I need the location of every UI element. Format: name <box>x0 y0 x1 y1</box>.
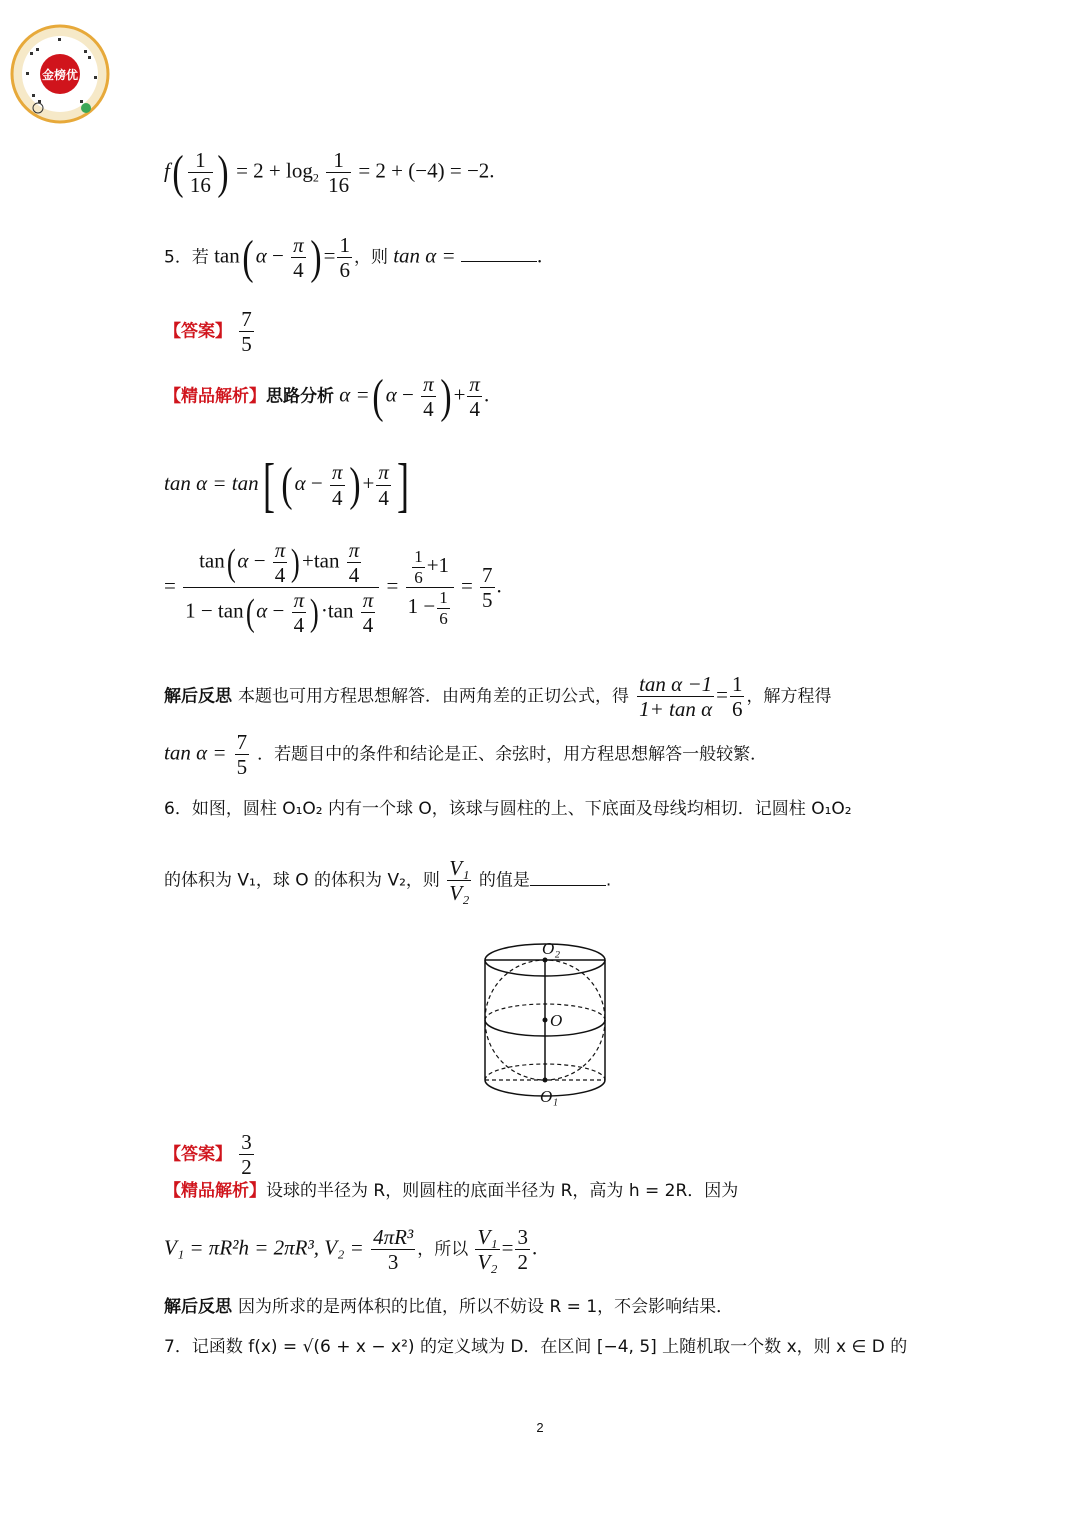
big-fraction <box>183 538 379 638</box>
frac-num: V₁ <box>449 856 470 880</box>
log-base: 2 <box>312 170 319 185</box>
big-frac-num: tan(α − $\frac{\pi}{4}$ )+tan $\frac{\pi}{4}$ <box>183 538 379 588</box>
period: . <box>531 1235 538 1260</box>
label-o: O <box>550 1011 563 1030</box>
formula-text: V₁ = πR²h = 2πR³, V₂ = <box>164 1235 364 1260</box>
frac-num: 1 <box>731 672 743 696</box>
frac-num: π <box>293 588 305 613</box>
question-5: 5．若 tan( α − $\frac{\pi}{4}$ ) = $\frac{1}{6}$ ，则 tan α = . <box>164 230 543 284</box>
frac-num: tan α −1 <box>639 672 713 696</box>
frac-den: 5 <box>241 332 252 357</box>
fraction <box>447 856 471 905</box>
label-o2: O₂ <box>542 939 561 958</box>
frac-num: π <box>378 460 389 485</box>
fraction <box>330 460 345 509</box>
fraction <box>235 730 250 779</box>
period: . <box>483 382 490 407</box>
question-6-line1 <box>164 801 852 818</box>
frac-num: 4πR³ <box>373 1225 414 1249</box>
analysis-label: 【精品解析】 <box>164 1181 266 1201</box>
alpha: α <box>385 382 397 407</box>
frac-den: 1+ tan α <box>639 697 713 722</box>
fraction <box>437 588 450 628</box>
alpha: α <box>294 470 306 495</box>
fraction <box>347 538 362 587</box>
frac-den: 3 <box>387 1250 399 1275</box>
brand-logo <box>8 22 118 132</box>
numeric-frac-den <box>406 588 454 628</box>
step1-lhs: tan α = tan <box>164 470 259 495</box>
frac-den: 6 <box>731 697 743 722</box>
plus: + <box>453 382 466 407</box>
page-number: 2 <box>536 1420 544 1435</box>
logo-text: 金榜优 <box>41 68 79 82</box>
analysis-title: 思路分析 <box>266 386 334 407</box>
expr-lhs: α = <box>339 382 370 407</box>
q6-answer <box>164 1130 256 1179</box>
one-minus: 1 − <box>407 594 436 619</box>
frac-den: 5 <box>482 588 493 613</box>
frac-den: V₂ <box>449 881 470 906</box>
q5-analysis: 【精品解析】思路分析 α =( α − $\frac{\pi}{4}$ ) + $\frac{\pi}{4}$ . <box>164 369 490 423</box>
frac-den: 6 <box>439 608 448 628</box>
plus: + <box>362 470 375 495</box>
answer-blank <box>530 884 606 886</box>
minus: − <box>310 470 323 495</box>
dot: · <box>320 598 328 623</box>
prev-solution-line: f( $\frac{1}{16}$ ) = $2 + \log_2$ $\frac{1}{16}$ = 2 + (−4) = −2. <box>164 145 495 199</box>
frac-num: 3 <box>517 1225 528 1249</box>
question-7 <box>164 1339 907 1356</box>
minus: − <box>272 598 285 623</box>
numeric-frac-num <box>406 547 454 588</box>
reflection-text: 因为所求的是两体积的比值，所以不妨设 R = 1，不会影响结果． <box>238 1297 734 1317</box>
frac-den: 4 <box>378 485 389 510</box>
tan-text: tan <box>327 598 354 623</box>
fraction <box>188 148 213 197</box>
period: . <box>496 573 502 598</box>
alpha: α <box>256 598 268 623</box>
fraction <box>361 588 376 637</box>
fraction <box>421 372 436 421</box>
frac-num: 7 <box>482 563 493 588</box>
cylinder-sphere-figure <box>470 930 620 1110</box>
q5-answer <box>164 307 256 356</box>
question-text: 6．如图，圆柱 O₁O₂ 内有一个球 O，该球与圆柱的上、下底面及母线均相切．记圆柱 O₁O₂ <box>164 799 852 819</box>
tail-text: = 2 + (−4) = −2. <box>358 158 495 183</box>
frac-den: 4 <box>469 397 480 422</box>
q5-reflection-line2 <box>164 730 767 779</box>
q6-analysis <box>164 1183 738 1200</box>
analysis-label: 【精品解析】 <box>164 386 266 407</box>
fraction <box>326 148 351 197</box>
frac-num: 7 <box>236 730 248 754</box>
result-fraction <box>480 563 495 612</box>
frac-num: 1 <box>439 588 448 608</box>
reflection-text: 本题也可用方程思想解答．由两角差的正切公式，得 <box>238 686 630 707</box>
frac-num: 7 <box>241 307 252 331</box>
period: . <box>536 243 543 268</box>
equals: = <box>460 573 473 598</box>
frac-den: 4 <box>348 563 360 588</box>
frac-num: π <box>469 372 480 396</box>
then-text: ，则 <box>353 247 388 268</box>
frac-num: 3 <box>241 1130 252 1154</box>
fraction <box>467 372 482 421</box>
frac-den: 4 <box>293 258 304 283</box>
frac-den: 16 <box>328 173 350 198</box>
fraction <box>371 1225 415 1274</box>
frac-num: 1 <box>339 233 350 257</box>
reflection-label: 解后反思 <box>164 686 232 707</box>
frac-num: π <box>293 233 304 257</box>
so-text: ，所以 <box>417 1239 469 1260</box>
frac-den: 4 <box>331 485 343 510</box>
fraction <box>637 672 714 721</box>
q5-step-1: tan α = tan[ ( α − $\frac{\pi}{4}$ ) + $\frac{\pi}{4}$ ] <box>164 452 409 518</box>
tan-alpha-eq: tan α = <box>164 740 227 765</box>
fraction <box>291 233 306 282</box>
frac-num: 1 <box>188 148 213 173</box>
answer-label: 【答案】 <box>164 1144 232 1165</box>
frac-den: 4 <box>274 563 286 588</box>
answer-fraction <box>239 1130 254 1179</box>
minus: − <box>272 243 284 268</box>
reflection-label: 解后反思 <box>164 1297 232 1317</box>
frac-den: 6 <box>339 258 350 283</box>
tan-text: tan <box>313 548 340 573</box>
equals: = <box>164 573 176 598</box>
answer-fraction <box>239 307 254 356</box>
minus: − <box>401 382 414 407</box>
big-frac-den: 1 − tan(α − $\frac{\pi}{4}$ )·tan $\frac{\pi}{4}$ <box>185 588 374 638</box>
alpha: α <box>255 243 267 268</box>
equals: = <box>501 1235 514 1260</box>
f-symbol: f <box>164 158 170 183</box>
frac-num: V₁ <box>477 1225 498 1249</box>
period: . <box>605 870 612 891</box>
question-text: 的体积为 V₁，球 O 的体积为 V₂，则 <box>164 870 440 891</box>
frac-den: 4 <box>293 613 305 638</box>
minus: − <box>253 548 266 573</box>
frac-den: 2 <box>517 1250 528 1275</box>
answer-label: 【答案】 <box>164 321 232 342</box>
frac-den: 16 <box>189 173 211 198</box>
fraction <box>292 588 307 637</box>
frac-num: π <box>348 538 360 562</box>
tan-text: tan <box>214 243 240 268</box>
frac-den: 4 <box>362 613 374 638</box>
q6-reflection <box>164 1297 733 1316</box>
analysis-text: 设球的半径为 R，则圆柱的底面半径为 R，高为 h = 2R．因为 <box>266 1181 739 1201</box>
fraction <box>337 233 352 282</box>
fraction <box>412 547 425 587</box>
question-6-line2 <box>164 856 611 905</box>
frac-num: 1 <box>326 148 351 173</box>
question-text: 的值是 <box>478 870 530 891</box>
rhs-text: = 2 + log <box>236 158 313 183</box>
plus: + <box>301 548 314 573</box>
plus-one: +1 <box>426 553 450 578</box>
question-number: 5．若 <box>164 247 209 268</box>
frac-den: 5 <box>236 755 248 780</box>
reflection-text: ，解方程得 <box>746 686 832 707</box>
frac-num: π <box>423 372 434 396</box>
q5-step-2 <box>164 538 502 638</box>
answer-blank <box>461 260 537 262</box>
equals: = <box>386 573 399 598</box>
frac-num: π <box>274 538 286 562</box>
fraction <box>730 672 745 721</box>
one-minus-tan: 1 − tan <box>185 598 244 623</box>
tan-text: tan <box>199 548 225 573</box>
ask-text: tan α = <box>393 243 456 268</box>
frac-den: 2 <box>241 1155 252 1180</box>
q5-reflection-line1: 解后反思 本题也可用方程思想解答．由两角差的正切公式，得 $\frac{\text{tan α −1}}{\text{1+ tan α}}$ = $\frac{1}{6}$ ，解方程得 <box>164 672 832 722</box>
label-o1: O₁ <box>540 1087 559 1106</box>
equals: = <box>323 243 336 268</box>
question-text: 7．记函数 f(x) = √(6 + x − x²) 的定义域为 D．在区间 [−4, 5] 上随机取一个数 x，则 x ∈ D 的 <box>164 1337 908 1357</box>
reflection-text: ．若题目中的条件和结论是正、余弦时，用方程思想解答一般较繁． <box>257 744 768 765</box>
frac-num: π <box>362 588 374 613</box>
alpha: α <box>237 548 249 573</box>
q6-formula <box>164 1225 537 1274</box>
fraction <box>515 1225 530 1274</box>
frac-den: V₂ <box>477 1250 498 1275</box>
frac-num: 1 <box>414 547 423 567</box>
fraction <box>475 1225 499 1274</box>
frac-den: 6 <box>414 567 423 587</box>
numeric-fraction <box>406 547 454 628</box>
frac-den: 4 <box>423 397 434 422</box>
fraction <box>273 538 288 587</box>
fraction <box>376 460 391 509</box>
frac-num: π <box>331 460 343 485</box>
